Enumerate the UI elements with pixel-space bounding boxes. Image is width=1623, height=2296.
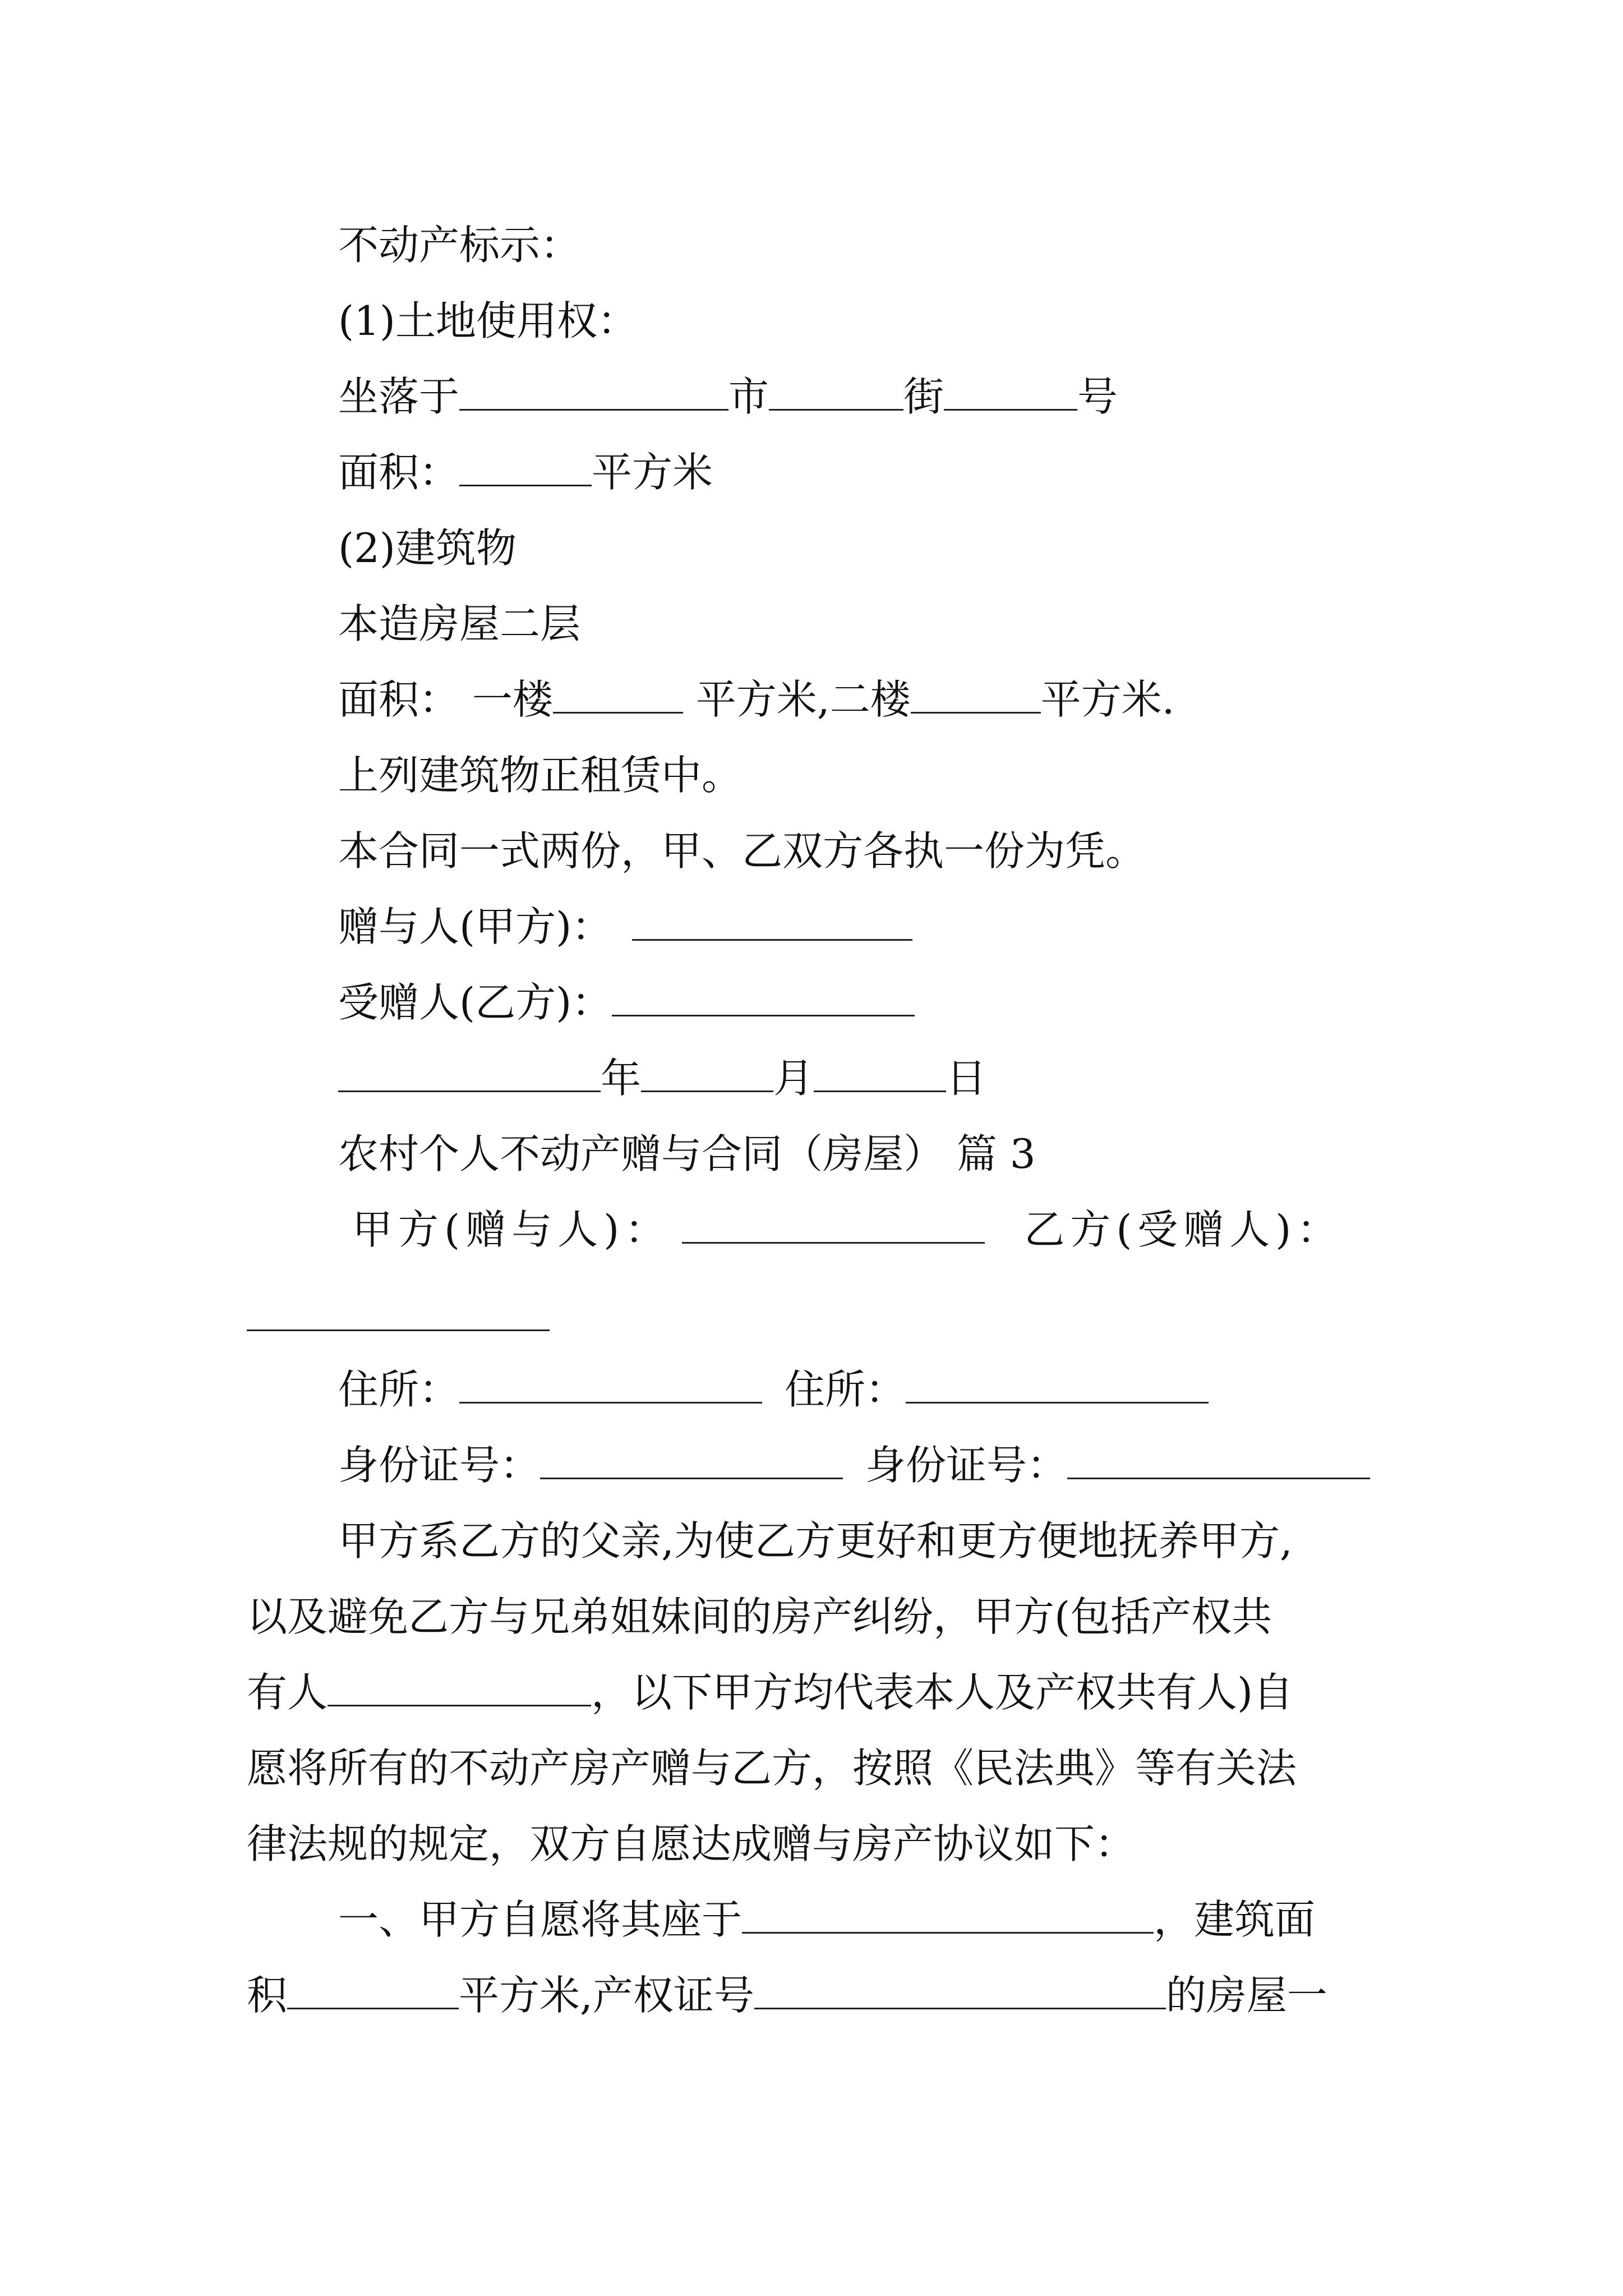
clause-text: ，建筑面 — [1154, 1896, 1316, 1943]
signature-blank — [682, 1205, 985, 1244]
address-line — [338, 1364, 1209, 1415]
party-a-label: 甲方(赠与人)： — [352, 1206, 671, 1253]
blank-field — [459, 1365, 762, 1404]
blank-field — [754, 1971, 1166, 2009]
donee-line — [338, 977, 915, 1028]
month-blank — [641, 1053, 773, 1092]
blank-field — [906, 1365, 1209, 1404]
year-blank — [338, 1053, 601, 1092]
id-label-a: 身份证号： — [338, 1442, 541, 1489]
address-label-a: 住所： — [338, 1366, 460, 1413]
paragraph-line — [247, 1667, 1293, 1718]
blank-field — [911, 675, 1041, 714]
day-label: 日 — [946, 1055, 987, 1102]
year-label: 年 — [601, 1055, 642, 1102]
id-label-b: 身份证号： — [865, 1442, 1068, 1489]
street-label: 街 — [903, 373, 944, 420]
unit-label: 平方米 — [592, 449, 713, 496]
signature-blank — [632, 902, 912, 941]
blank-field — [459, 372, 728, 411]
floor2-label: 平方米,二楼 — [683, 676, 911, 723]
clause-text: 积 — [247, 1972, 288, 2019]
number-label: 号 — [1077, 373, 1118, 420]
location-prefix: 坐落于 — [338, 373, 460, 420]
co-owner-label: 有人 — [247, 1669, 328, 1716]
month-label: 月 — [773, 1055, 814, 1102]
donor-label: 赠与人(甲方)： — [338, 903, 612, 950]
clause-text: 一、甲方自愿将其座于 — [338, 1896, 743, 1943]
party-b-blank — [247, 1329, 550, 1331]
blank-field — [459, 448, 592, 486]
blank-field — [742, 1895, 1154, 1934]
clause-one-line — [338, 1894, 1315, 1945]
building-area-line — [338, 674, 1175, 725]
signature-blank — [612, 978, 915, 1016]
blank-field — [769, 372, 903, 411]
paragraph-line: 以及避免乙方与兄弟姐妹间的房产纠纷，甲方(包括产权共 — [247, 1593, 1272, 1640]
paragraph-line: 律法规的规定，双方自愿达成赠与房产协议如下： — [247, 1820, 1136, 1867]
blank-field — [1067, 1441, 1370, 1479]
blank-field — [944, 372, 1077, 411]
land-area-line — [338, 447, 713, 498]
blank-field — [328, 1668, 591, 1706]
address-label-b: 住所： — [785, 1366, 906, 1413]
unit-label: 平方米. — [1040, 676, 1175, 723]
donor-line — [338, 901, 912, 952]
paragraph-line: 甲方系乙方的父亲,为使乙方更好和更方便地抚养甲方, — [338, 1517, 1293, 1565]
blank-field — [540, 1441, 843, 1479]
parties-line — [352, 1204, 1343, 1255]
building-label: (2)建筑物 — [338, 524, 517, 572]
area-label: 面积： — [338, 449, 460, 496]
house-description: 本造房屋二层 — [338, 600, 581, 647]
floor1-label: 面积： 一楼 — [338, 676, 553, 723]
party-b-label: 乙方(受赠人)： — [1024, 1206, 1343, 1253]
id-number-line — [338, 1440, 1370, 1490]
paragraph-line: 愿将所有的不动产房产赠与乙方，按照《民法典》等有关法 — [247, 1745, 1297, 1792]
clause-text: 的房屋一 — [1165, 1972, 1327, 2019]
date-line — [338, 1053, 986, 1103]
location-line — [338, 371, 1118, 422]
heading-property-label: 不动产标示： — [338, 222, 581, 269]
lease-note: 上列建筑物正租赁中。 — [338, 752, 743, 799]
paragraph-text: ，以下甲方均代表本人及产权共有人)自 — [591, 1669, 1294, 1716]
copies-clause: 本合同一式两份，甲、乙双方各执一份为凭。 — [338, 827, 1146, 875]
blank-field — [553, 675, 683, 714]
city-label: 市 — [728, 373, 769, 420]
day-blank — [814, 1053, 946, 1092]
land-use-right-label: (1)土地使用权： — [338, 297, 638, 344]
donee-label: 受赠人(乙方)： — [338, 979, 612, 1026]
blank-field — [287, 1971, 459, 2009]
clause-text: 平方米,产权证号 — [459, 1972, 754, 2019]
clause-one-line — [247, 1970, 1327, 2021]
contract-title: 农村个人不动产赠与合同（房屋） 篇 3 — [338, 1130, 1036, 1177]
